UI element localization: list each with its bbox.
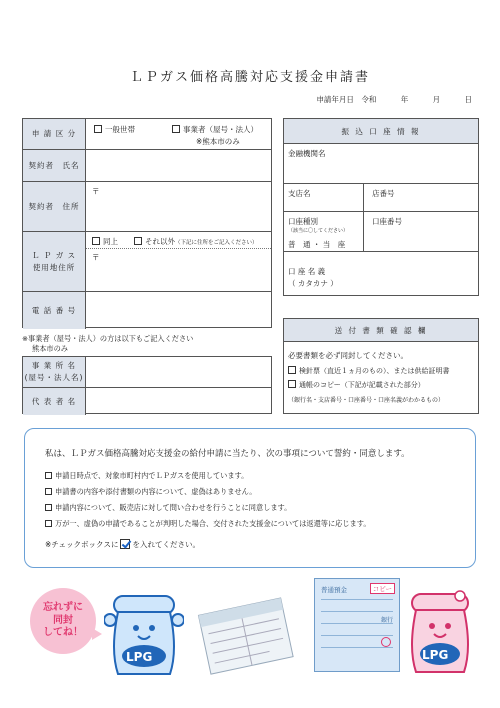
meter-slip-icon: [196, 596, 296, 678]
mascot-label-right: LPG: [422, 648, 449, 662]
account-type-row: [284, 211, 478, 251]
office-label: 事 業 所 名 (屋号・法人名): [23, 357, 86, 387]
pledge-item[interactable]: 申請内容について、販売店に対して問い合わせを行うことに同意します。: [45, 503, 291, 513]
passbook-copy-icon: 普通預金 コピー 銀行: [314, 578, 400, 672]
lpg-mascot-pink-icon: [402, 588, 478, 680]
rep-row: [23, 387, 271, 415]
branch-label[interactable]: 支店名: [284, 184, 364, 211]
household-checkbox[interactable]: [94, 125, 102, 133]
pledge-item[interactable]: 申請書の内容や添付書類の内容について、虚偽はありません。: [45, 487, 256, 497]
business-note-line2: 熊本市のみ: [32, 344, 68, 353]
pledge-box: [24, 428, 476, 568]
phone-label: 電 話 番 号: [23, 292, 86, 329]
address-label: 契約者 住所: [23, 182, 86, 231]
rep-label: 代 表 者 名: [23, 388, 86, 415]
docs-item-passbook[interactable]: 通帳のコピー（下記が記載された部分）: [288, 380, 425, 390]
phone-field[interactable]: [86, 292, 271, 329]
site-other-checkbox[interactable]: [134, 237, 142, 245]
office-row: [23, 357, 271, 387]
era-label: 令和: [361, 95, 377, 104]
bank-header: 振 込 口 座 情 報: [284, 119, 478, 143]
name-row: [23, 149, 271, 181]
checked-box-icon: [120, 539, 130, 549]
business-option[interactable]: 事業者（屋号・法人）: [172, 124, 258, 135]
holder-sub-label: （ カタカナ ）: [288, 279, 338, 288]
household-option[interactable]: 一般世帯: [94, 124, 135, 135]
docs-header: 送 付 書 類 確 認 欄: [284, 319, 478, 341]
pledge-item[interactable]: 万が一、虚偽の申請であることが判明した場合、交付された支援金については返還等に応じます。: [45, 519, 371, 529]
bank-table: [283, 118, 479, 296]
name-field[interactable]: [86, 150, 271, 181]
day-label: 日: [464, 95, 472, 104]
application-date-line: [313, 94, 472, 105]
pledge-item[interactable]: 申請日時点で、対象市町村内でＬＰガスを使用しています。: [45, 471, 248, 481]
site-row: [23, 231, 271, 291]
account-type-note: （該当に〇してください）: [288, 228, 349, 234]
institution-row[interactable]: [284, 143, 478, 183]
pledge-lead: 私は、ＬＰガス価格高騰対応支援金の給付申請に当たり、次の事項について誓約・同意します。: [45, 449, 410, 459]
date-label: 申請年月日: [316, 95, 354, 104]
docs-item2-note: （銀行名・支店番号・口座番号・口座名義がわかるもの）: [288, 397, 445, 404]
institution-label: 金融機関名: [288, 149, 326, 158]
month-label: 月: [432, 95, 441, 104]
account-no-label[interactable]: 口座番号: [372, 217, 402, 226]
holder-row[interactable]: [284, 251, 478, 297]
rep-field[interactable]: [86, 388, 271, 415]
pledge-checkbox[interactable]: [45, 488, 52, 495]
account-type-label: 口座種別: [288, 217, 318, 226]
lpg-mascot-blue-icon: [104, 590, 184, 682]
pledge-checkbox[interactable]: [45, 504, 52, 511]
category-label: 申 請 区 分: [23, 119, 86, 149]
branch-row: [284, 183, 478, 211]
site-same-checkbox[interactable]: [92, 237, 100, 245]
reminder-bubble: 忘れずに 同封 してね！: [30, 588, 96, 654]
site-label: Ｌ Ｐ ガ ス 使用地住所: [23, 232, 86, 291]
address-field[interactable]: [86, 182, 271, 231]
docs-lead: 必要書類を必ず同封してください。: [288, 351, 408, 360]
business-table: [22, 356, 272, 414]
postal-mark: 〒: [92, 187, 100, 196]
pledge-checkbox[interactable]: [45, 472, 52, 479]
site-postal-mark: 〒: [92, 253, 100, 262]
branch-no-label[interactable]: 店番号: [372, 189, 395, 198]
meter-checkbox[interactable]: [288, 366, 296, 374]
pledge-checkbox[interactable]: [45, 520, 52, 527]
office-field[interactable]: [86, 357, 271, 387]
docs-item-meter[interactable]: 検針票（直近１ヵ月のもの）、または供給証明書: [288, 366, 450, 376]
docs-table: [283, 318, 479, 414]
business-note-line1: ※事業者（屋号・法人）の方は以下もご記入ください: [22, 334, 194, 343]
holder-label: 口 座 名 義: [288, 267, 326, 276]
address-row: [23, 181, 271, 231]
site-same-option[interactable]: 同上: [92, 236, 118, 247]
page-title: ＬＰガス価格高騰対応支援金申請書: [129, 70, 370, 85]
account-type-options[interactable]: 普 通 ・ 当 座: [288, 240, 346, 249]
year-label: 年: [400, 95, 409, 104]
check-note: ※チェックボックスに を入れてください。: [45, 540, 200, 549]
category-row: [23, 119, 271, 149]
applicant-table: [22, 118, 272, 328]
passbook-checkbox[interactable]: [288, 380, 296, 388]
mascot-label-left: LPG: [126, 650, 153, 664]
business-note: ※熊本市のみ: [196, 137, 240, 146]
phone-row: [23, 291, 271, 329]
site-other-option[interactable]: それ以外（下記に住所をご記入ください）: [134, 236, 258, 247]
business-checkbox[interactable]: [172, 125, 180, 133]
name-label: 契約者 氏名: [23, 150, 86, 181]
